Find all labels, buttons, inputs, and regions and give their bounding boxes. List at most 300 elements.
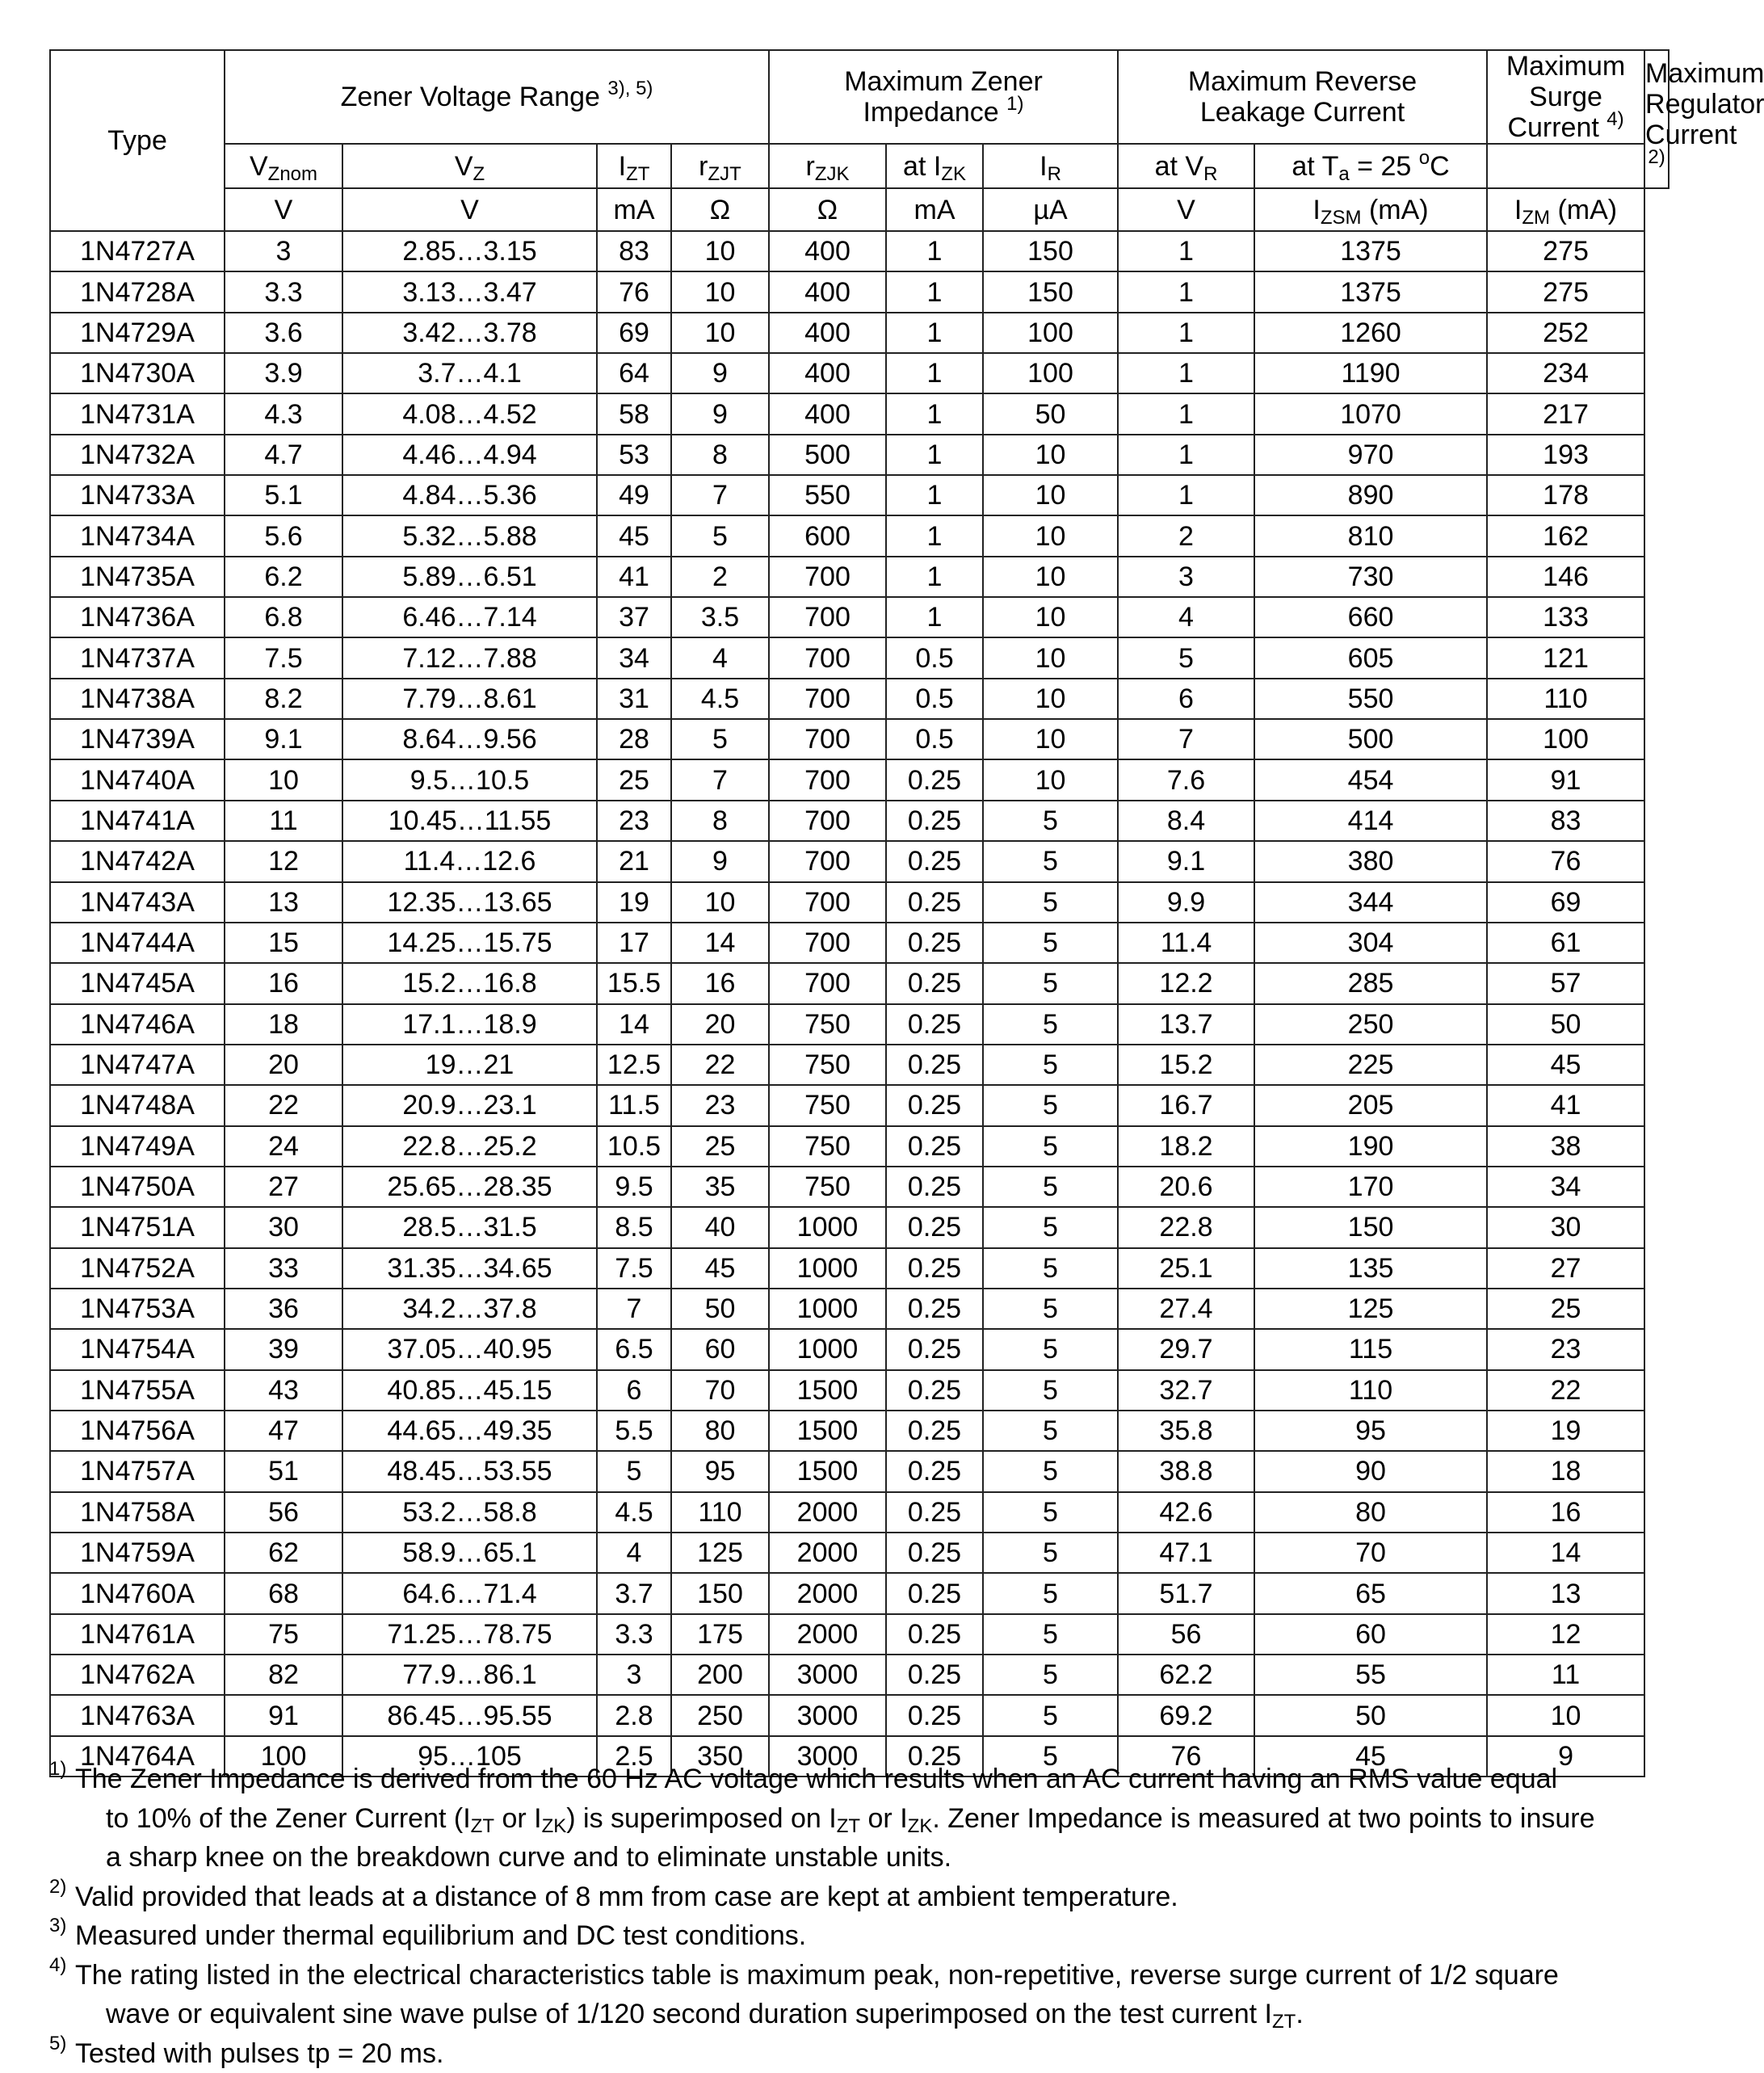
cell-izt: 34 (597, 637, 671, 678)
cell-rzjt: 50 (671, 1289, 769, 1329)
cell-vznom: 20 (225, 1045, 342, 1085)
cell-type: 1N4729A (50, 313, 225, 353)
cell-rzjt: 125 (671, 1533, 769, 1573)
cell-izt: 28 (597, 719, 671, 759)
cell-vznom: 27 (225, 1167, 342, 1207)
cell-vznom: 11 (225, 801, 342, 841)
cell-type: 1N4762A (50, 1655, 225, 1695)
cell-rzjk: 1000 (769, 1248, 886, 1289)
cell-izsm: 170 (1254, 1167, 1487, 1207)
table-row (50, 801, 1669, 841)
cell-izm: 11 (1487, 1655, 1644, 1695)
cell-vr: 22.8 (1118, 1207, 1254, 1247)
cell-izt: 3.3 (597, 1614, 671, 1655)
cell-vr: 7.6 (1118, 759, 1254, 800)
cell-ir: 10 (983, 759, 1118, 800)
footnotes (49, 1760, 1673, 2073)
cell-izt: 10.5 (597, 1126, 671, 1167)
cell-izt: 45 (597, 515, 671, 556)
cell-rzjt: 60 (671, 1329, 769, 1369)
cell-izt: 4 (597, 1533, 671, 1573)
cell-vz-range: 3.42…3.78 (342, 313, 597, 353)
cell-vz-range: 64.6…71.4 (342, 1573, 597, 1613)
cell-izt: 21 (597, 841, 671, 881)
cell-izk: 0.25 (886, 963, 983, 1003)
cell-rzjt: 10 (671, 271, 769, 312)
cell-rzjk: 600 (769, 515, 886, 556)
cell-izk: 0.25 (886, 801, 983, 841)
cell-vznom: 39 (225, 1329, 342, 1369)
cell-ir: 10 (983, 475, 1118, 515)
cell-izsm: 1375 (1254, 231, 1487, 271)
cell-rzjk: 750 (769, 1085, 886, 1125)
cell-izsm: 380 (1254, 841, 1487, 881)
cell-rzjk: 500 (769, 435, 886, 475)
cell-vr: 1 (1118, 313, 1254, 353)
cell-izsm: 730 (1254, 557, 1487, 597)
header-max-reverse-leakage: Maximum Reverse Leakage Current (1118, 50, 1487, 144)
header-at-vr: at $V_R$ (1118, 144, 1254, 188)
cell-type: 1N4760A (50, 1573, 225, 1613)
cell-ir: 5 (983, 963, 1118, 1003)
cell-izm: 27 (1487, 1248, 1644, 1289)
cell-ir: 5 (983, 1126, 1118, 1167)
cell-vr: 35.8 (1118, 1411, 1254, 1451)
cell-izm: 50 (1487, 1004, 1644, 1045)
table-row (50, 882, 1669, 923)
cell-type: 1N4755A (50, 1370, 225, 1411)
cell-ir: 5 (983, 882, 1118, 923)
cell-izm: 217 (1487, 393, 1644, 434)
header-rzjt: $r_{ZJT}$ (671, 144, 769, 188)
table-row (50, 1492, 1669, 1533)
cell-type: 1N4727A (50, 231, 225, 271)
cell-izm: 146 (1487, 557, 1644, 597)
cell-izsm: 414 (1254, 801, 1487, 841)
header-izt: $I_{ZT}$ (597, 144, 671, 188)
cell-vz-range: 58.9…65.1 (342, 1533, 597, 1573)
cell-type: 1N4761A (50, 1614, 225, 1655)
cell-izm: 100 (1487, 719, 1644, 759)
cell-vznom: 4.7 (225, 435, 342, 475)
cell-izm: 234 (1487, 353, 1644, 393)
cell-izt: 12.5 (597, 1045, 671, 1085)
cell-izk: 0.25 (886, 882, 983, 923)
cell-vz-range: 5.32…5.88 (342, 515, 597, 556)
cell-type: 1N4750A (50, 1167, 225, 1207)
cell-rzjt: 7 (671, 475, 769, 515)
cell-izt: 31 (597, 679, 671, 719)
cell-rzjk: 700 (769, 719, 886, 759)
cell-rzjt: 25 (671, 1126, 769, 1167)
cell-rzjk: 2000 (769, 1614, 886, 1655)
cell-ir: 5 (983, 1045, 1118, 1085)
cell-izt: 6 (597, 1370, 671, 1411)
cell-rzjt: 9 (671, 841, 769, 881)
table-row (50, 353, 1669, 393)
cell-ir: 5 (983, 923, 1118, 963)
cell-rzjk: 3000 (769, 1655, 886, 1695)
cell-rzjt: 80 (671, 1411, 769, 1451)
cell-vznom: 100 (225, 1736, 342, 1777)
cell-izt: 11.5 (597, 1085, 671, 1125)
cell-type: 1N4737A (50, 637, 225, 678)
cell-type: 1N4752A (50, 1248, 225, 1289)
cell-izk: 1 (886, 435, 983, 475)
table-row (50, 1614, 1669, 1655)
cell-vr: 18.2 (1118, 1126, 1254, 1167)
cell-izsm: 190 (1254, 1126, 1487, 1167)
cell-type: 1N4754A (50, 1329, 225, 1369)
cell-izt: 76 (597, 271, 671, 312)
cell-rzjt: 5 (671, 719, 769, 759)
cell-rzjt: 175 (671, 1614, 769, 1655)
cell-izsm: 810 (1254, 515, 1487, 556)
cell-vz-range: 25.65…28.35 (342, 1167, 597, 1207)
cell-type: 1N4764A (50, 1736, 225, 1777)
header-surge-condition: at $T_a = 25$ $^o$C (1254, 144, 1487, 188)
cell-vz-range: 8.64…9.56 (342, 719, 597, 759)
cell-rzjk: 700 (769, 597, 886, 637)
cell-vznom: 82 (225, 1655, 342, 1695)
table-row (50, 1126, 1669, 1167)
cell-izm: 76 (1487, 841, 1644, 881)
cell-ir: 5 (983, 1614, 1118, 1655)
cell-rzjk: 700 (769, 759, 886, 800)
table-row (50, 271, 1669, 312)
cell-izsm: 115 (1254, 1329, 1487, 1369)
cell-ir: 5 (983, 1085, 1118, 1125)
table-row (50, 597, 1669, 637)
cell-rzjk: 2000 (769, 1533, 886, 1573)
cell-rzjt: 200 (671, 1655, 769, 1695)
cell-vz-range: 10.45…11.55 (342, 801, 597, 841)
cell-vz-range: 11.4…12.6 (342, 841, 597, 881)
cell-izsm: 285 (1254, 963, 1487, 1003)
cell-vznom: 22 (225, 1085, 342, 1125)
cell-vr: 13.7 (1118, 1004, 1254, 1045)
cell-izt: 4.5 (597, 1492, 671, 1533)
cell-izt: 6.5 (597, 1329, 671, 1369)
cell-izsm: 55 (1254, 1655, 1487, 1695)
cell-izk: 0.25 (886, 1411, 983, 1451)
cell-vznom: 8.2 (225, 679, 342, 719)
cell-vr: 27.4 (1118, 1289, 1254, 1329)
table-row (50, 557, 1669, 597)
cell-ir: 100 (983, 313, 1118, 353)
cell-izk: 0.25 (886, 1695, 983, 1735)
table-row (50, 1045, 1669, 1085)
cell-vznom: 4.3 (225, 393, 342, 434)
cell-ir: 5 (983, 1533, 1118, 1573)
cell-type: 1N4757A (50, 1451, 225, 1491)
cell-izm: 19 (1487, 1411, 1644, 1451)
cell-izm: 133 (1487, 597, 1644, 637)
cell-ir: 5 (983, 1370, 1118, 1411)
cell-ir: 5 (983, 1451, 1118, 1491)
cell-ir: 5 (983, 1289, 1118, 1329)
cell-vznom: 3.9 (225, 353, 342, 393)
cell-izsm: 500 (1254, 719, 1487, 759)
cell-ir: 5 (983, 1736, 1118, 1777)
cell-vz-range: 7.12…7.88 (342, 637, 597, 678)
cell-izsm: 1260 (1254, 313, 1487, 353)
cell-rzjk: 1000 (769, 1289, 886, 1329)
cell-rzjk: 2000 (769, 1573, 886, 1613)
cell-vznom: 56 (225, 1492, 342, 1533)
cell-rzjt: 5 (671, 515, 769, 556)
table-row (50, 1085, 1669, 1125)
cell-ir: 10 (983, 597, 1118, 637)
footnote-3: 3) Measured under thermal equilibrium and DC test conditions. (49, 1916, 1673, 1956)
cell-izk: 1 (886, 515, 983, 556)
table-row (50, 313, 1669, 353)
cell-izk: 1 (886, 597, 983, 637)
cell-vr: 15.2 (1118, 1045, 1254, 1085)
cell-vznom: 9.1 (225, 719, 342, 759)
cell-vr: 6 (1118, 679, 1254, 719)
table-row (50, 1411, 1669, 1451)
cell-izk: 0.25 (886, 1329, 983, 1369)
cell-rzjt: 3.5 (671, 597, 769, 637)
cell-vr: 1 (1118, 271, 1254, 312)
cell-rzjk: 400 (769, 393, 886, 434)
cell-izt: 14 (597, 1004, 671, 1045)
cell-ir: 5 (983, 1207, 1118, 1247)
header-type: Type (50, 50, 225, 231)
cell-vz-range: 48.45…53.55 (342, 1451, 597, 1491)
cell-rzjk: 700 (769, 801, 886, 841)
header-max-surge-current: Maximum Surge Current $^{4)}$ (1487, 50, 1644, 144)
cell-izk: 0.25 (886, 841, 983, 881)
cell-vznom: 5.6 (225, 515, 342, 556)
cell-izsm: 225 (1254, 1045, 1487, 1085)
cell-ir: 5 (983, 1411, 1118, 1451)
table-row (50, 1533, 1669, 1573)
cell-vr: 38.8 (1118, 1451, 1254, 1491)
cell-vz-range: 7.79…8.61 (342, 679, 597, 719)
cell-vznom: 91 (225, 1695, 342, 1735)
cell-izt: 23 (597, 801, 671, 841)
unit-izm: $I_{ZM}$ (mA) (1487, 188, 1644, 231)
cell-izsm: 1375 (1254, 271, 1487, 312)
cell-izk: 1 (886, 313, 983, 353)
cell-vr: 1 (1118, 435, 1254, 475)
cell-vz-range: 2.85…3.15 (342, 231, 597, 271)
cell-izt: 7.5 (597, 1248, 671, 1289)
cell-izsm: 660 (1254, 597, 1487, 637)
cell-izsm: 304 (1254, 923, 1487, 963)
cell-vr: 7 (1118, 719, 1254, 759)
cell-vr: 25.1 (1118, 1248, 1254, 1289)
cell-izk: 1 (886, 271, 983, 312)
cell-izsm: 1070 (1254, 393, 1487, 434)
cell-izsm: 150 (1254, 1207, 1487, 1247)
cell-rzjk: 1000 (769, 1207, 886, 1247)
cell-ir: 10 (983, 637, 1118, 678)
cell-rzjt: 10 (671, 882, 769, 923)
cell-vr: 29.7 (1118, 1329, 1254, 1369)
cell-izm: 45 (1487, 1045, 1644, 1085)
cell-ir: 5 (983, 1573, 1118, 1613)
cell-vznom: 3 (225, 231, 342, 271)
cell-vr: 4 (1118, 597, 1254, 637)
cell-izt: 9.5 (597, 1167, 671, 1207)
cell-izsm: 550 (1254, 679, 1487, 719)
cell-rzjt: 350 (671, 1736, 769, 1777)
cell-vr: 20.6 (1118, 1167, 1254, 1207)
header-rzjk: $r_{ZJK}$ (769, 144, 886, 188)
cell-rzjt: 35 (671, 1167, 769, 1207)
cell-izm: 18 (1487, 1451, 1644, 1491)
cell-ir: 5 (983, 1004, 1118, 1045)
cell-vz-range: 15.2…16.8 (342, 963, 597, 1003)
cell-vz-range: 4.08…4.52 (342, 393, 597, 434)
table-row (50, 759, 1669, 800)
table-row (50, 1289, 1669, 1329)
cell-vznom: 3.3 (225, 271, 342, 312)
cell-vr: 11.4 (1118, 923, 1254, 963)
table-row (50, 1370, 1669, 1411)
footnote-1: 1) The Zener Impedance is derived from the 60 Hz AC voltage which results when an AC current having an RMS value equal to 10% of the Zener Current ($I_{ZT}$ or $I_{ZK}$) is superimposed on $I_{ZT}$ or $I_{ZK}$. Zener Impedance is measured at two points to insure a sharp knee on the breakdown curve and to eliminate unstable units. (49, 1760, 1673, 1877)
cell-vz-range: 71.25…78.75 (342, 1614, 597, 1655)
cell-rzjk: 400 (769, 271, 886, 312)
cell-ir: 10 (983, 435, 1118, 475)
cell-rzjk: 2000 (769, 1492, 886, 1533)
cell-rzjk: 700 (769, 557, 886, 597)
cell-izsm: 250 (1254, 1004, 1487, 1045)
cell-rzjk: 1500 (769, 1370, 886, 1411)
cell-vr: 12.2 (1118, 963, 1254, 1003)
cell-izm: 34 (1487, 1167, 1644, 1207)
table-row (50, 1655, 1669, 1695)
cell-vr: 2 (1118, 515, 1254, 556)
cell-vznom: 3.6 (225, 313, 342, 353)
cell-vr: 69.2 (1118, 1695, 1254, 1735)
cell-izt: 64 (597, 353, 671, 393)
unit-vz: V (342, 188, 597, 231)
cell-izk: 0.25 (886, 1289, 983, 1329)
table-row (50, 841, 1669, 881)
cell-izt: 15.5 (597, 963, 671, 1003)
table-row (50, 1573, 1669, 1613)
cell-izsm: 60 (1254, 1614, 1487, 1655)
cell-vr: 9.9 (1118, 882, 1254, 923)
cell-rzjk: 3000 (769, 1695, 886, 1735)
cell-izsm: 1190 (1254, 353, 1487, 393)
cell-rzjt: 20 (671, 1004, 769, 1045)
cell-izk: 0.25 (886, 923, 983, 963)
cell-izk: 0.25 (886, 1655, 983, 1695)
cell-rzjt: 8 (671, 435, 769, 475)
table-row (50, 679, 1669, 719)
cell-rzjk: 1000 (769, 1329, 886, 1369)
cell-izt: 8.5 (597, 1207, 671, 1247)
cell-vz-range: 28.5…31.5 (342, 1207, 597, 1247)
cell-rzjk: 3000 (769, 1736, 886, 1777)
cell-izt: 37 (597, 597, 671, 637)
spec-table-body (50, 231, 1669, 1777)
cell-type: 1N4739A (50, 719, 225, 759)
cell-izt: 3 (597, 1655, 671, 1695)
cell-izm: 9 (1487, 1736, 1644, 1777)
unit-ir: µA (983, 188, 1118, 231)
table-row (50, 515, 1669, 556)
cell-izm: 83 (1487, 801, 1644, 841)
cell-izt: 69 (597, 313, 671, 353)
header-vz: $V_Z$ (342, 144, 597, 188)
cell-vznom: 15 (225, 923, 342, 963)
cell-izm: 91 (1487, 759, 1644, 800)
cell-izk: 0.25 (886, 759, 983, 800)
header-max-regulator-current: Maximum Regulator Current $^{2)}$ (1644, 50, 1669, 188)
cell-izk: 0.25 (886, 1045, 983, 1085)
cell-izk: 0.25 (886, 1004, 983, 1045)
cell-vz-range: 31.35…34.65 (342, 1248, 597, 1289)
footnote-4: 4) The rating listed in the electrical characteristics table is maximum peak, non-repetitive, reverse surge current of 1/2 square wave or equivalent sine wave pulse of 1/120 second duration superimposed on the test current $I_{ZT}$. (49, 1956, 1673, 2034)
cell-type: 1N4730A (50, 353, 225, 393)
cell-type: 1N4731A (50, 393, 225, 434)
cell-rzjk: 700 (769, 679, 886, 719)
cell-rzjt: 95 (671, 1451, 769, 1491)
cell-vr: 1 (1118, 231, 1254, 271)
cell-vz-range: 3.7…4.1 (342, 353, 597, 393)
cell-izt: 3.7 (597, 1573, 671, 1613)
cell-vr: 76 (1118, 1736, 1254, 1777)
cell-ir: 100 (983, 353, 1118, 393)
table-row (50, 1207, 1669, 1247)
cell-type: 1N4732A (50, 435, 225, 475)
cell-izk: 1 (886, 393, 983, 434)
cell-izm: 12 (1487, 1614, 1644, 1655)
cell-vz-range: 86.45…95.55 (342, 1695, 597, 1735)
cell-izk: 1 (886, 231, 983, 271)
cell-ir: 5 (983, 1492, 1118, 1533)
cell-izm: 22 (1487, 1370, 1644, 1411)
cell-izk: 0.25 (886, 1207, 983, 1247)
cell-vr: 42.6 (1118, 1492, 1254, 1533)
cell-izm: 178 (1487, 475, 1644, 515)
cell-izsm: 110 (1254, 1370, 1487, 1411)
cell-vznom: 68 (225, 1573, 342, 1613)
cell-izk: 0.25 (886, 1248, 983, 1289)
cell-izsm: 50 (1254, 1695, 1487, 1735)
cell-rzjk: 700 (769, 637, 886, 678)
cell-izsm: 454 (1254, 759, 1487, 800)
unit-rzjt: Ω (671, 188, 769, 231)
cell-izk: 0.25 (886, 1126, 983, 1167)
cell-izt: 17 (597, 923, 671, 963)
table-row (50, 1329, 1669, 1369)
cell-rzjt: 23 (671, 1085, 769, 1125)
cell-izk: 0.25 (886, 1573, 983, 1613)
unit-izsm: $I_{ZSM}$ (mA) (1254, 188, 1487, 231)
cell-vr: 1 (1118, 353, 1254, 393)
cell-izsm: 90 (1254, 1451, 1487, 1491)
cell-vz-range: 53.2…58.8 (342, 1492, 597, 1533)
cell-izsm: 135 (1254, 1248, 1487, 1289)
cell-izm: 41 (1487, 1085, 1644, 1125)
cell-izm: 38 (1487, 1126, 1644, 1167)
cell-vznom: 5.1 (225, 475, 342, 515)
cell-izsm: 80 (1254, 1492, 1487, 1533)
cell-ir: 150 (983, 231, 1118, 271)
cell-izm: 16 (1487, 1492, 1644, 1533)
cell-rzjt: 45 (671, 1248, 769, 1289)
cell-rzjt: 70 (671, 1370, 769, 1411)
cell-rzjk: 750 (769, 1004, 886, 1045)
unit-izk: mA (886, 188, 983, 231)
